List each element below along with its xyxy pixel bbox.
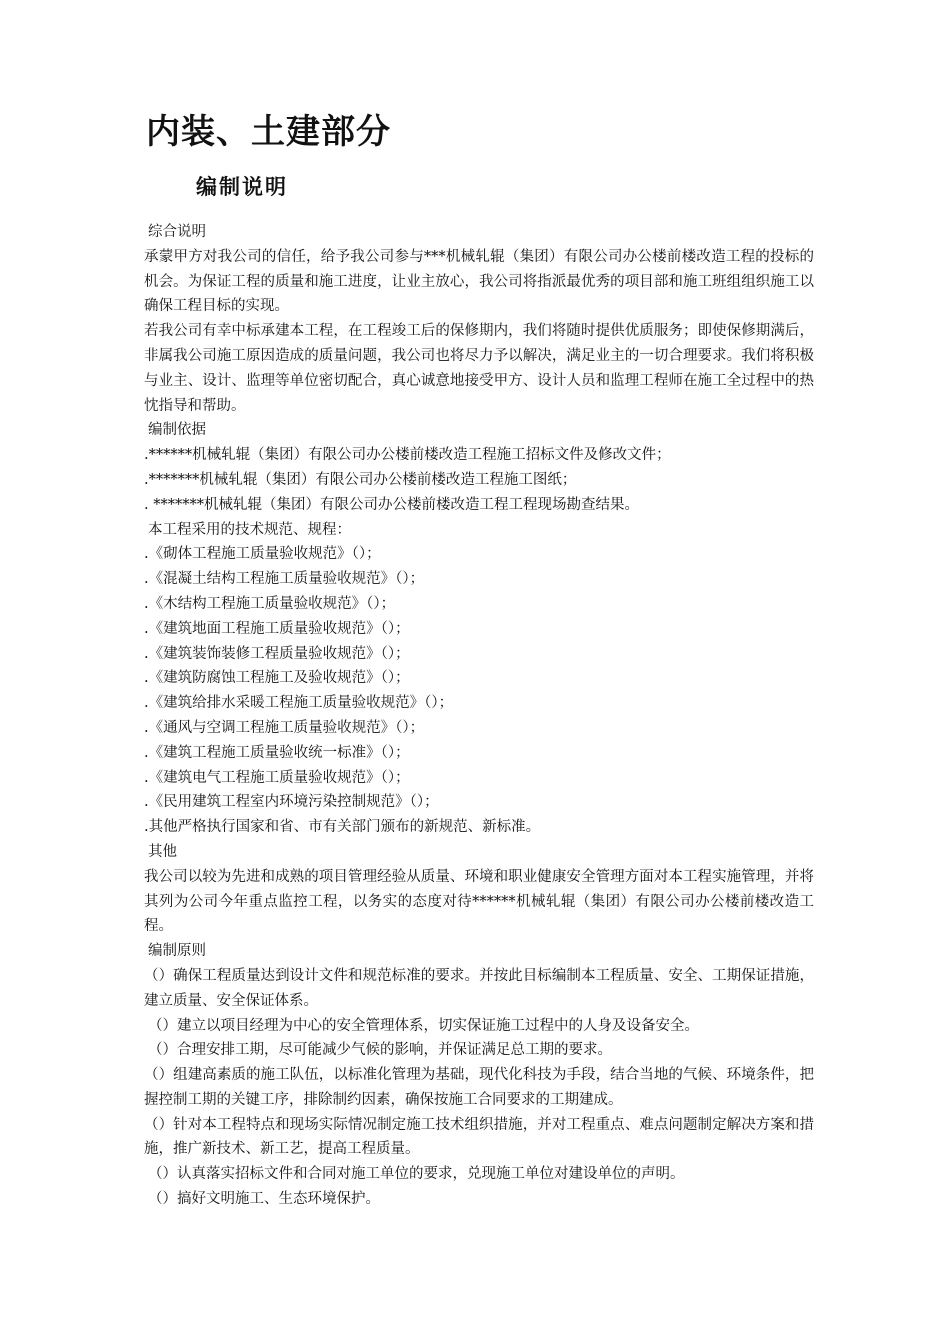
paragraph: （）针对本工程特点和现场实际情况制定施工技术组织措施，并对工程重点、难点问题制定解决方案和措施，推广新技术、新工艺，提高工程质量。 bbox=[144, 1116, 814, 1158]
paragraph: .《民用建筑工程室内环境污染控制规范》（）； bbox=[144, 794, 439, 811]
paragraph: . *******机械轧辊（集团）有限公司办公楼前楼改造工程工程现场勘查结果。 bbox=[144, 496, 639, 513]
paragraph: 若我公司有幸中标承建本工程，在工程竣工后的保修期内，我们将随时提供优质服务；即使保修期满后，非属我公司施工原因造成的质量问题，我公司也将尽力予以解决，满足业主的一切合理要求。我们将积极与业主、设计、监理等单位密切配合，真心诚意地接受甲方、设计人员和监理工程师在施工全过程中的热忱指导和帮助。 bbox=[144, 323, 814, 414]
paragraph: .*******机械轧辊（集团）有限公司办公楼前楼改造工程施工图纸； bbox=[144, 471, 577, 488]
section-label: 编制原则 bbox=[148, 943, 206, 960]
paragraph: （）组建高素质的施工队伍，以标准化管理为基础，现代化科技为手段，结合当地的气候、环境条件，把握控制工期的关键工序，排除制约因素，确保按施工合同要求的工期建成。 bbox=[144, 1067, 814, 1108]
paragraph: .《建筑防腐蚀工程施工及验收规范》（）； bbox=[144, 670, 410, 687]
paragraph: .《建筑装饰装修工程质量验收规范》（）； bbox=[144, 645, 410, 662]
section-label: 编制依据 bbox=[148, 422, 206, 439]
section-label: 其他 bbox=[148, 843, 177, 860]
paragraph: .《建筑给排水采暖工程施工质量验收规范》（）； bbox=[144, 695, 454, 712]
section-heading: 编制说明 bbox=[196, 175, 288, 199]
paragraph: 承蒙甲方对我公司的信任，给予我公司参与***机械轧辊（集团）有限公司办公楼前楼改造工程的投标的机会。为保证工程的质量和施工进度，让业主放心，我公司将指派最优秀的项目部和施工班组组织施工以确保工程目标的实现。 bbox=[144, 248, 814, 315]
paragraph: （）搞好文明施工、生态环境保护。 bbox=[148, 1191, 380, 1208]
paragraph: .《建筑电气工程施工质量验收规范》（）； bbox=[144, 769, 410, 786]
paragraph: （）合理安排工期，尽可能减少气候的影响，并保证满足总工期的要求。 bbox=[148, 1042, 612, 1059]
paragraph: （）建立以项目经理为中心的安全管理体系，切实保证施工过程中的人身及设备安全。 bbox=[148, 1017, 699, 1034]
paragraph: .《建筑地面工程施工质量验收规范》（）； bbox=[144, 620, 410, 637]
paragraph: （）确保工程质量达到设计文件和规范标准的要求。并按此目标编制本工程质量、安全、工期保证措施，建立质量、安全保证体系。 bbox=[144, 967, 814, 1009]
paragraph: .《通风与空调工程施工质量验收规范》（）； bbox=[144, 719, 425, 736]
paragraph: .《混凝土结构工程施工质量验收规范》（）； bbox=[144, 571, 425, 588]
paragraph: （）认真落实招标文件和合同对施工单位的要求，兑现施工单位对建设单位的声明。 bbox=[148, 1166, 685, 1183]
paragraph: .《砌体工程施工质量验收规范》（）； bbox=[144, 546, 381, 563]
paragraph: .《木结构工程施工质量验收规范》（）； bbox=[144, 595, 396, 612]
paragraph: .******机械轧辊（集团）有限公司办公楼前楼改造工程施工招标文件及修改文件； bbox=[144, 447, 671, 464]
paragraph: .《建筑工程施工质量验收统一标准》（）； bbox=[144, 744, 410, 761]
paragraph: .其他严格执行国家和省、市有关部门颁布的新规范、新标准。 bbox=[144, 819, 541, 836]
section-label: 本工程采用的技术规范、规程： bbox=[148, 521, 351, 538]
paragraph: 我公司以较为先进和成熟的项目管理经验从质量、环境和职业健康安全管理方面对本工程实施管理，并将其列为公司今年重点监控工程，以务实的态度对待******机械轧辊（集团）有限公司办公楼前楼改造工程。 bbox=[144, 868, 814, 935]
document-title: 内装、土建部分 bbox=[146, 112, 391, 152]
section-label: 综合说明 bbox=[148, 224, 206, 240]
body-text bbox=[144, 220, 814, 1212]
